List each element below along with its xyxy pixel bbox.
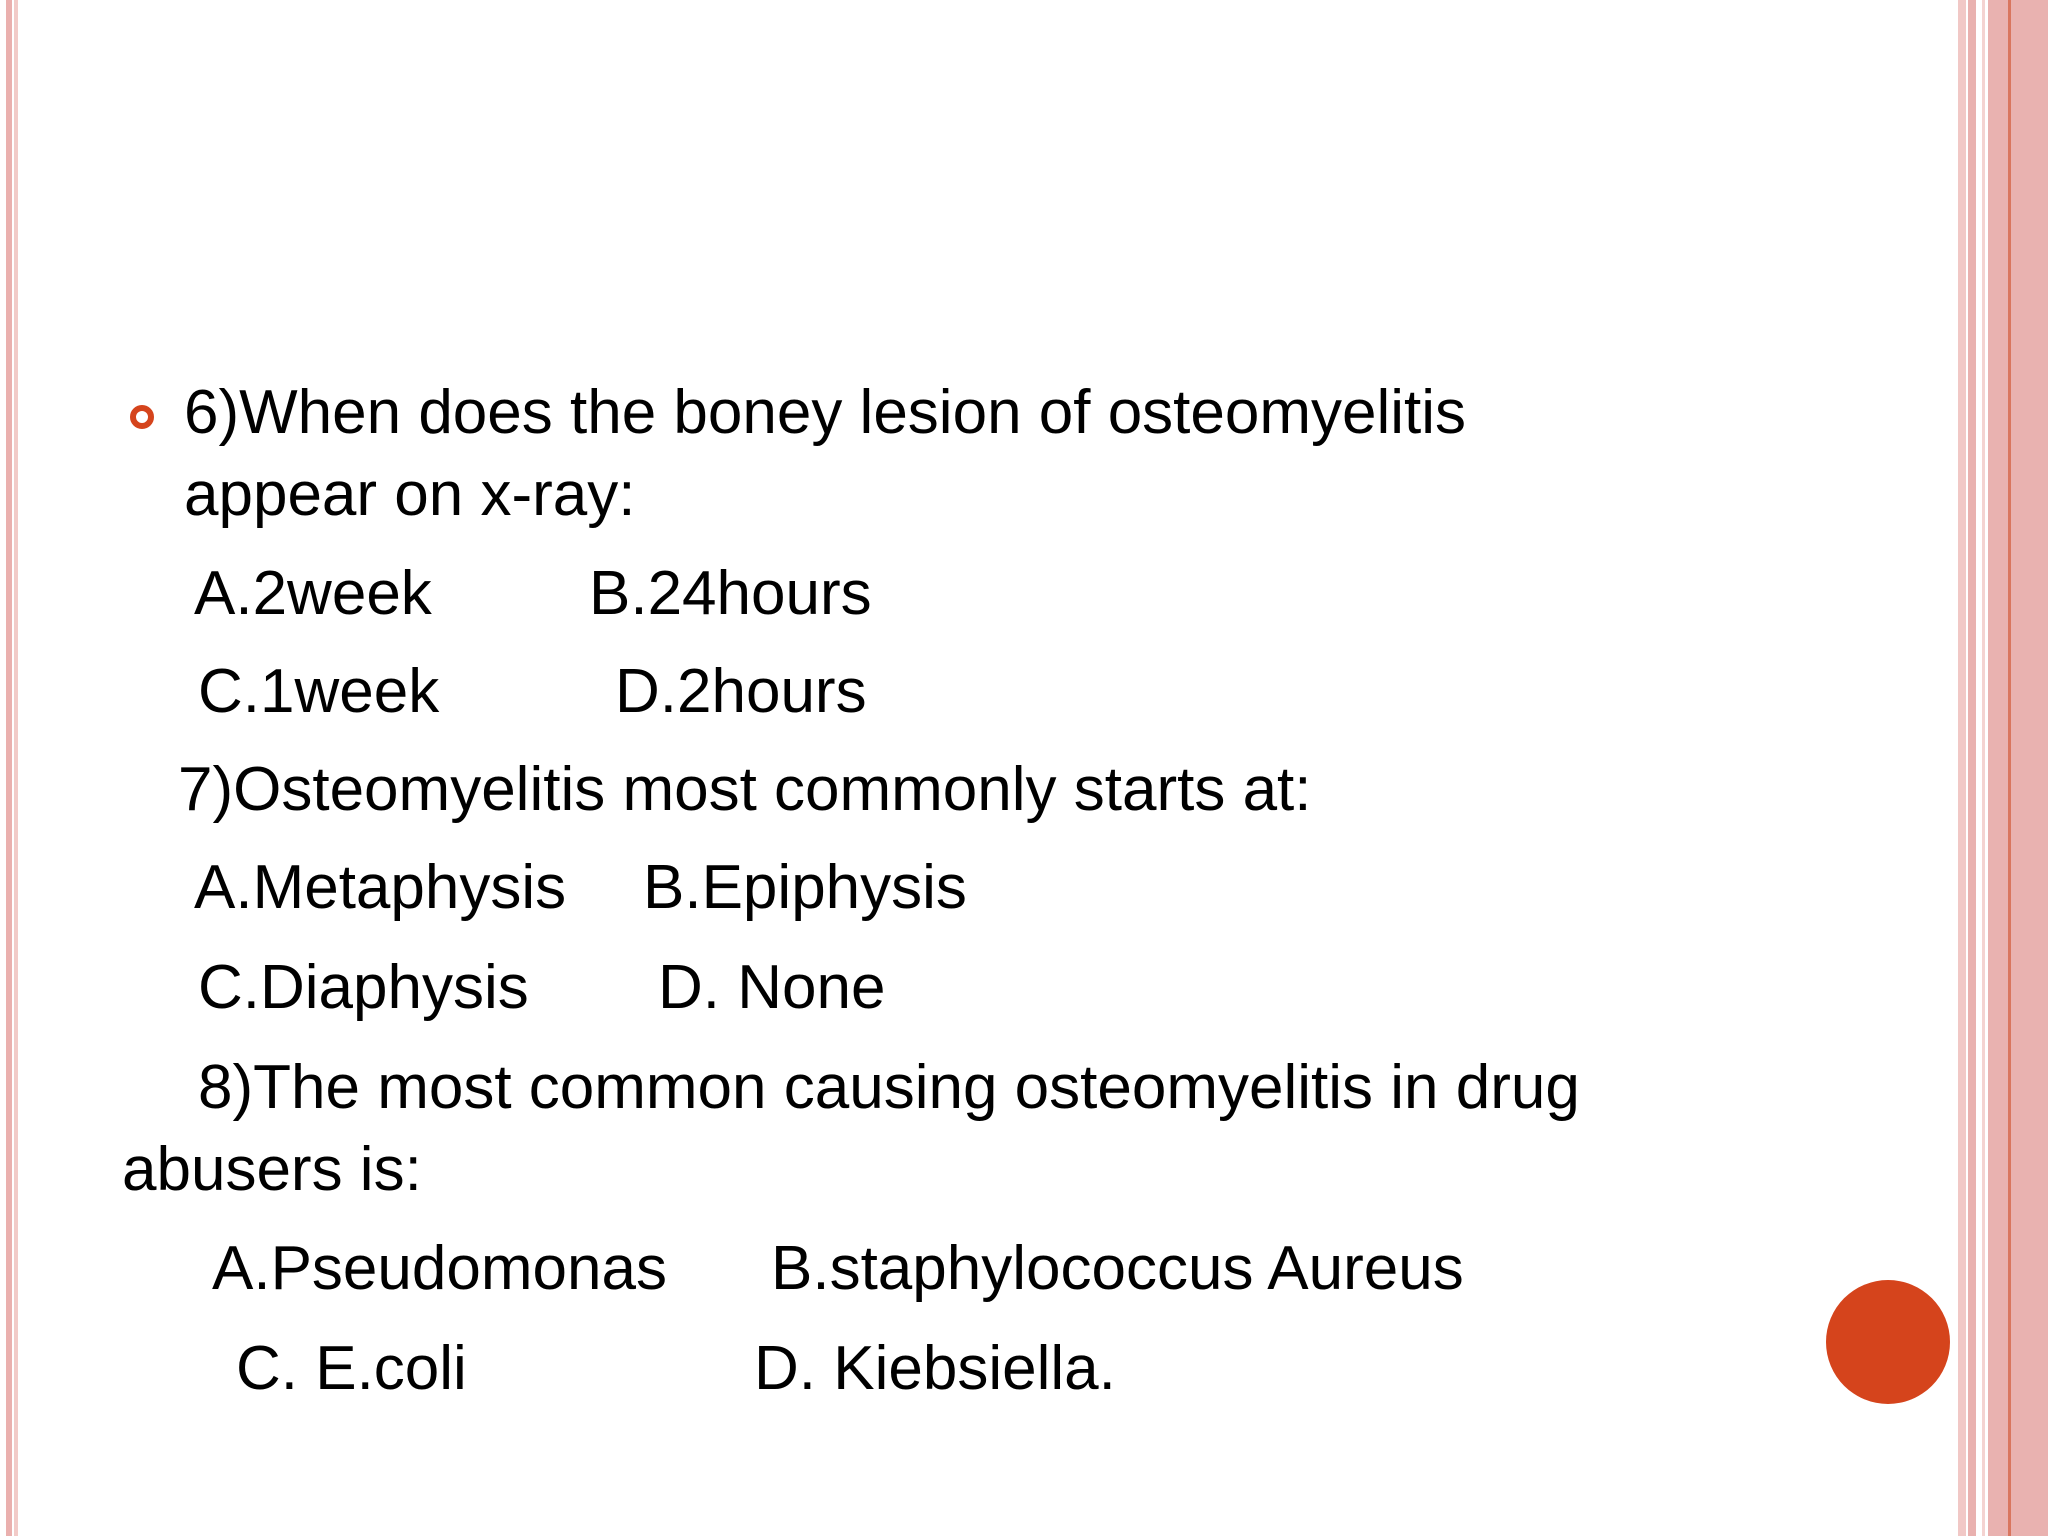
question-8-stem-line-2: abusers is: — [122, 1135, 422, 1204]
question-8-option-a: A.Pseudomonas — [212, 1234, 667, 1303]
question-8-option-c: C. E.coli — [236, 1334, 467, 1403]
question-6-option-b: B.24hours — [589, 559, 872, 628]
question-7-option-d: D. None — [658, 953, 886, 1022]
question-6-stem-line-2: appear on x-ray: — [184, 460, 636, 529]
question-8-option-b: B.staphylococcus Aureus — [771, 1234, 1464, 1303]
right-border-stripe — [1988, 0, 2008, 1536]
right-border-stripe — [1958, 0, 1966, 1536]
question-7-stem: 7)Osteomyelitis most commonly starts at: — [178, 755, 1312, 824]
filled-circle-icon — [1826, 1280, 1950, 1404]
question-8-stem-line-1: 8)The most common causing osteomyelitis in drug — [198, 1053, 1580, 1122]
question-6-stem-line-1: 6)When does the boney lesion of osteomyelitis — [184, 378, 1467, 447]
left-border-stripe — [14, 0, 18, 1536]
question-7-option-b: B.Epiphysis — [643, 853, 967, 922]
question-8-option-d: D. Kiebsiella. — [754, 1334, 1116, 1403]
question-6-option-c: C.1week — [198, 657, 440, 726]
hollow-circle-bullet-icon — [130, 405, 154, 429]
question-7-option-c: C.Diaphysis — [198, 953, 529, 1022]
question-6-option-a: A.2week — [194, 559, 432, 628]
right-border-stripe — [2011, 0, 2048, 1536]
question-7-option-a: A.Metaphysis — [194, 853, 567, 922]
right-border-stripe — [1968, 0, 1976, 1536]
right-border-stripe — [1982, 0, 1985, 1536]
left-border-stripe — [6, 0, 12, 1536]
question-6-option-d: D.2hours — [615, 657, 867, 726]
